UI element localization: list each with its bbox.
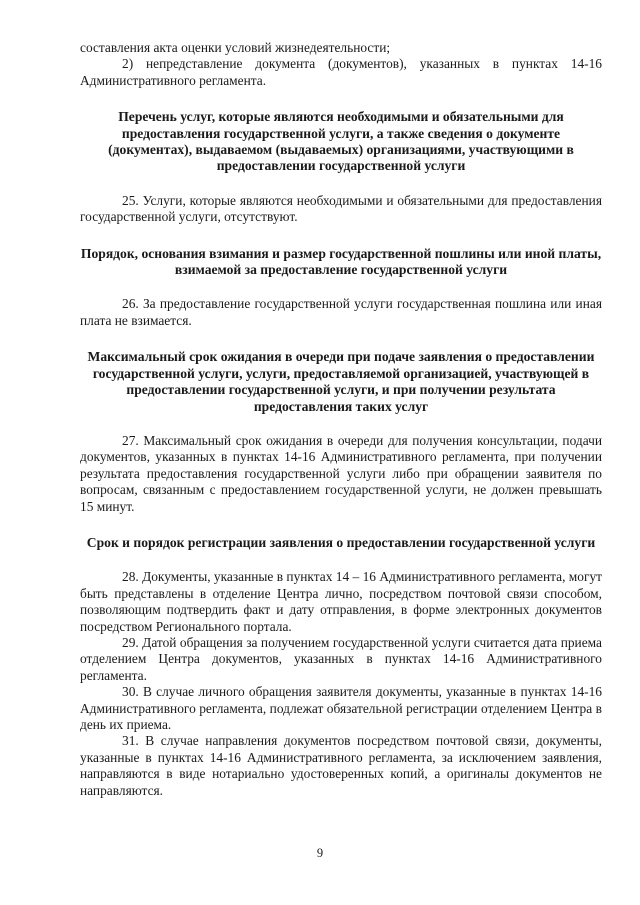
section-heading-registration: Срок и порядок регистрации заявления о предоставлении государственной услуги [86, 534, 596, 550]
section-heading-state-fee: Порядок, основания взимания и размер государственной пошлины или иной платы, взимаемой за предоставление государственной услуги [80, 245, 602, 278]
paragraph-29: 29. Датой обращения за получением государственной услуги считается дата приема отделением Центра документов, указанных в пунктах 14-16 Административного регламента. [80, 634, 602, 683]
paragraph-27: 27. Максимальный срок ожидания в очереди для получения консультации, подачи документов, указанных в пунктах 14-16 Административного регламента, при получении результата предоставления государственной услуги либо при обращении заявителя по вопросам, связанным с предоставлением государственной услуги, не должен превышать 15 минут. [80, 432, 602, 514]
paragraph-item-2: 2) непредставление документа (документов), указанных в пунктах 14-16 Административного регламента. [80, 56, 602, 88]
section-heading-required-services: Перечень услуг, которые являются необходимыми и обязательными для предоставления государственной услуги, а также сведения о документе (документах), выдаваемом (выдаваемых) организациями, участвующими в предоставлении государственной услуги [108, 109, 574, 174]
section-heading-queue-time: Максимальный срок ожидания в очереди при подаче заявления о предоставлении государственной услуги, услуги, предоставляемой организацией, участвующей в предоставлении государственной услуги, и при получении результата предоставления таких услуг [87, 349, 595, 414]
paragraph-26: 26. За предоставление государственной услуги государственная пошлина или иная плата не взимается. [80, 296, 602, 328]
page-number: 9 [316, 846, 324, 860]
paragraph-28: 28. Документы, указанные в пунктах 14 – 16 Административного регламента, могут быть представлены в отделение Центра лично, посредством почтовой связи способом, позволяющим подтвердить факт и дату отправления, в форме электронных документов посредством Регионального портала. [80, 569, 602, 634]
paragraph-31: 31. В случае направления документов посредством почтовой связи, документы, указанные в пунктах 14-16 Административного регламента, за исключением заявления, направляются в виде нотариально удостоверенных копий, а оригиналы документов не направляются. [80, 733, 602, 798]
paragraph-30: 30. В случае личного обращения заявителя документы, указанные в пунктах 14-16 Административного регламента, подлежат обязательной регистрации отделением Центра в день их приема. [80, 684, 602, 732]
paragraph-25: 25. Услуги, которые являются необходимыми и обязательными для предоставления государственной услуги, отсутствуют. [80, 192, 602, 225]
paragraph-continuation: составления акта оценки условий жизнедеятельности; [80, 40, 391, 55]
